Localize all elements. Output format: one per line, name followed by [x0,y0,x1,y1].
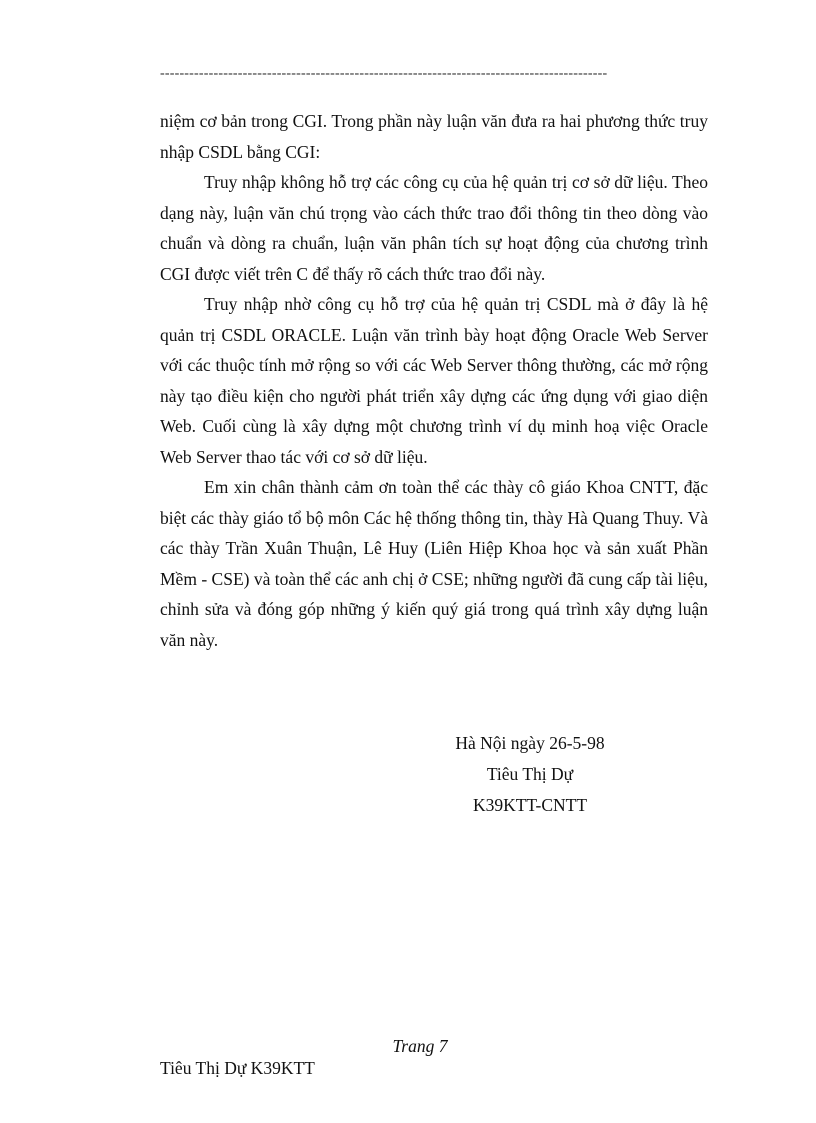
page-number: Trang 7 [392,1036,448,1056]
signature-class: K39KTT-CNTT [472,795,588,815]
paragraph-intro-continuation: niệm cơ bản trong CGI. Trong phần này luận văn đưa ra hai phương thức truy nhập CSDL bằng CGI: [160,111,708,162]
paragraph-acknowledgements: Em xin chân thành cảm ơn toàn thể các thày cô giáo Khoa CNTT, đặc biệt các thày giáo tổ bộ môn Các hệ thống thông tin, thày Hà Quang Thuy. Và các thày Trần Xuân Thuận, Lê Huy (Liên Hiệp Khoa học và sản xuất Phần Mềm - CSE) và toàn thể các anh chị ở CSE; những người đã cung cấp tài liệu, chỉnh sửa và đóng góp những ý kiến quý giá trong quá trình xây dựng luận văn này. [160,477,708,650]
signature-date: Hà Nội ngày 26-5-98 [455,733,605,753]
signature-name: Tiêu Thị Dự [486,764,574,784]
paragraph-oracle-web-server: Truy nhập nhờ công cụ hỗ trợ của hệ quản trị CSDL mà ở đây là hệ quản trị CSDL ORACLE. Luận văn trình bày hoạt động Oracle Web Server với các thuộc tính mở rộng so với các Web Server thông thường, các mở rộng này tạo điều kiện cho người phát triển xây dựng các ứng dụng với giao diện Web. Cuối cùng là xây dựng một chương trình ví dụ minh hoạ việc Oracle Web Server thao tác với cơ sở dữ liệu. [160,294,708,467]
document-body [160,106,708,655]
paragraph-cgi-without-tools: Truy nhập không hỗ trợ các công cụ của hệ quản trị cơ sở dữ liệu. Theo dạng này, luận văn chú trọng vào cách thức trao đổi thông tin theo dòng vào chuẩn và dòng ra chuẩn, luận văn phân tích sự hoạt động của chương trình CGI được viết trên C để thấy rõ cách thức trao đổi này. [160,172,708,284]
header-rule: -------------------------------------------------------------------------------------------- [160,66,608,81]
signature-block [400,728,660,821]
footer-author: Tiêu Thị Dự K39KTT [160,1058,315,1078]
